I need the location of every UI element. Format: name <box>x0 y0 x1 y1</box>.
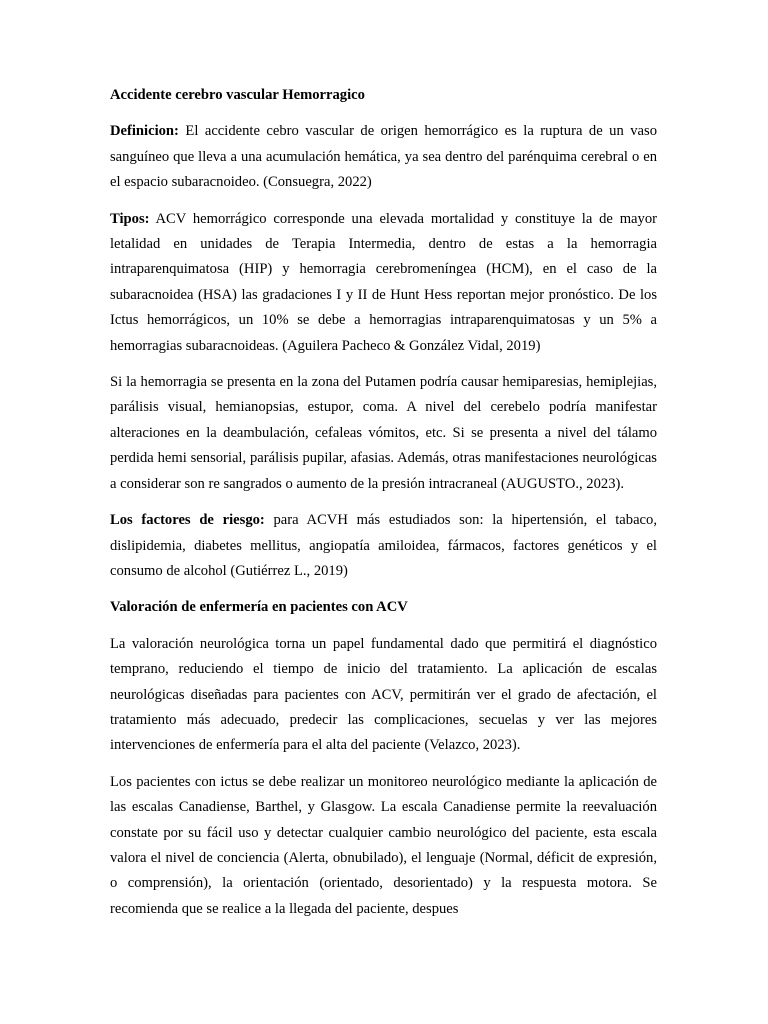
document-title: Accidente cerebro vascular Hemorragico <box>110 87 365 103</box>
factores-riesgo-label: Los factores de riesgo: <box>110 512 265 529</box>
definicion-label: Definicion: <box>110 123 179 140</box>
valoracion-paragraph: La valoración neurológica torna un papel fundamental dado que permitirá el diagnóstico temprano, reduciendo el tiempo de inicio del tratamiento. La aplicación de escalas neurológicas diseñadas para pacientes con ACV, permitirán ver el grado de afectación, el tratamiento más adecuado, predecir las complicaciones, secuelas y ver las mejores intervenciones de enfermería para el alta del paciente (Velazco, 2023). <box>110 635 657 754</box>
factores-riesgo-paragraph <box>110 508 657 584</box>
monitoreo-paragraph: Los pacientes con ictus se debe realizar un monitoreo neurológico mediante la aplicación de las escalas Canadiense, Barthel, y Glasgow. La escala Canadiense permite la reevaluación constate por su fácil uso y detectar cualquier cambio neurológico del paciente, esta escala valora el nivel de conciencia (Alerta, obnubilado), el lenguaje (Normal, déficit de expresión, o comprensión), la orientación (orientado, desorientado) y la respuesta motora. Se recomienda que se realice a la llegada del paciente, despues <box>110 773 657 917</box>
tipos-label: Tipos: <box>110 210 150 227</box>
document-page <box>110 83 657 933</box>
hemorragia-putamen-paragraph: Si la hemorragia se presenta en la zona del Putamen podría causar hemiparesias, hemiplejias, parálisis visual, hemianopsias, estupor, coma. A nivel del cerebelo podría manifestar alteraciones en la deambulación, cefaleas vómitos, etc. Si se presenta a nivel del tálamo perdida hemi sensorial, parálisis pupilar, afasias. Además, otras manifestaciones neurológicas a considerar son re sangrados o aumento de la presión intracraneal (AUGUSTO., 2023). <box>110 374 657 492</box>
tipos-paragraph <box>110 207 657 359</box>
valoracion-heading: Valoración de enfermería en pacientes con ACV <box>110 599 408 616</box>
definicion-text: El accidente cebro vascular de origen hemorrágico es la ruptura de un vaso sanguíneo que lleva a una acumulación hemática, ya sea dentro del parénquima cerebral o en el espacio subaracnoideo. (Consuegra, 2022) <box>110 123 657 191</box>
definicion-paragraph <box>110 119 657 195</box>
factores-riesgo-text: para ACVH más estudiados son: la hipertensión, el tabaco, dislipidemia, diabetes mellitus, angiopatía amiloidea, fármacos, factores genéticos y el consumo de alcohol (Gutiérrez L., 2019) <box>110 512 657 579</box>
tipos-text: ACV hemorrágico corresponde una elevada mortalidad y constituye la de mayor letalidad en unidades de Terapia Intermedia, dentro de estas a la hemorragia intraparenquimatosa (HIP) y hemorragia cerebromeníngea (HCM), en el caso de la subaracnoidea (HSA) las gradaciones I y II de Hunt Hess reportan mejor pronóstico. De los Ictus hemorrágicos, un 10% se debe a hemorragias intraparenquimatosas y un 5% a hemorragias subaracnoideas. (Aguilera Pacheco & González Vidal, 2019) <box>110 210 657 354</box>
